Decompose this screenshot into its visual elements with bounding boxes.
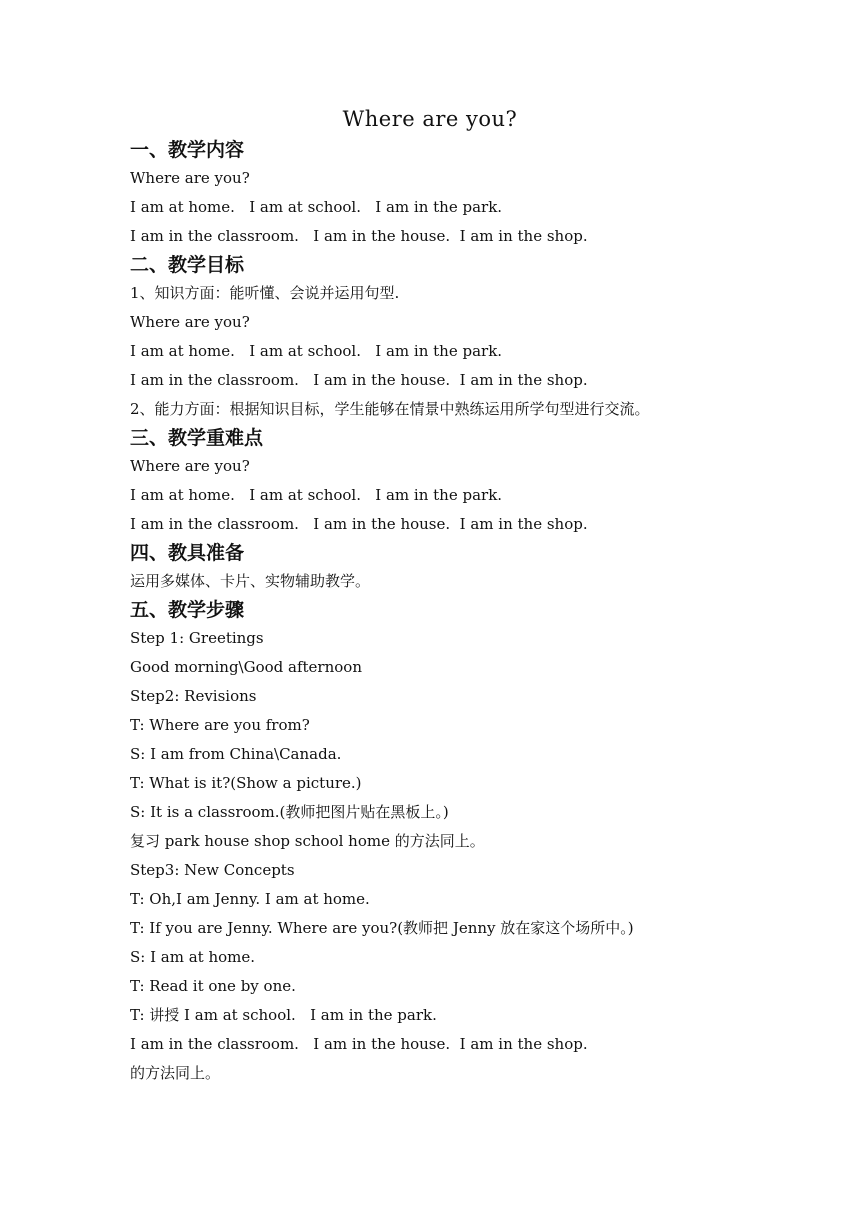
text-line: I am in the classroom. I am in the house. I am in the shop. (130, 227, 588, 245)
text-line: I am at home. I am at school. I am in the park. (130, 486, 503, 504)
section-heading: 五、教学步骤 (130, 599, 245, 621)
text-line: 运用多媒体、卡片、实物辅助教学。 (130, 572, 371, 590)
text-line: T: Read it one by one. (130, 977, 296, 995)
text-line: Step 1: Greetings (130, 629, 264, 647)
text-line: T: What is it?(Show a picture.) (130, 774, 362, 792)
text-line: 的方法同上。 (130, 1064, 221, 1082)
section-heading: 一、教学内容 (130, 139, 245, 161)
section-heading: 四、教具准备 (130, 542, 245, 564)
section-heading: 三、教学重难点 (130, 427, 264, 449)
text-line: 复习 park house shop school home 的方法同上。 (130, 832, 485, 850)
text-line: T: 讲授 I am at school. I am in the park. (130, 1006, 437, 1024)
section-5 (130, 596, 830, 1088)
document-body (130, 136, 830, 1088)
text-line: I am at home. I am at school. I am in the park. (130, 198, 503, 216)
section-4 (130, 539, 830, 596)
text-line: 1、知识方面：能听懂、会说并运用句型. (130, 284, 400, 302)
text-line: Where are you? (130, 313, 250, 331)
text-line: Step3: New Concepts (130, 861, 295, 879)
text-line: I am in the classroom. I am in the house. I am in the shop. (130, 371, 588, 389)
text-line: Good morning\Good afternoon (130, 658, 362, 676)
section-2 (130, 251, 830, 424)
text-line: I am in the classroom. I am in the house. I am in the shop. (130, 1035, 588, 1053)
text-line: S: I am from China\Canada. (130, 745, 342, 763)
text-line: Where are you? (130, 169, 250, 187)
document-title: Where are you? (342, 107, 518, 131)
text-line: T: If you are Jenny. Where are you?(教师把 Jenny 放在家这个场所中。) (130, 919, 634, 937)
text-line: I am in the classroom. I am in the house. I am in the shop. (130, 515, 588, 533)
text-line: 2、能力方面：根据知识目标，学生能够在情景中熟练运用所学句型进行交流。 (130, 400, 650, 418)
text-line: I am at home. I am at school. I am in the park. (130, 342, 503, 360)
text-line: S: It is a classroom.(教师把图片贴在黑板上。) (130, 803, 449, 821)
text-line: Step2: Revisions (130, 687, 257, 705)
text-line: T: Oh,I am Jenny. I am at home. (130, 890, 370, 908)
section-heading: 二、教学目标 (130, 254, 245, 276)
text-line: T: Where are you from? (130, 716, 310, 734)
text-line: Where are you? (130, 457, 250, 475)
section-1 (130, 136, 830, 251)
text-line: S: I am at home. (130, 948, 256, 966)
section-3 (130, 424, 830, 539)
